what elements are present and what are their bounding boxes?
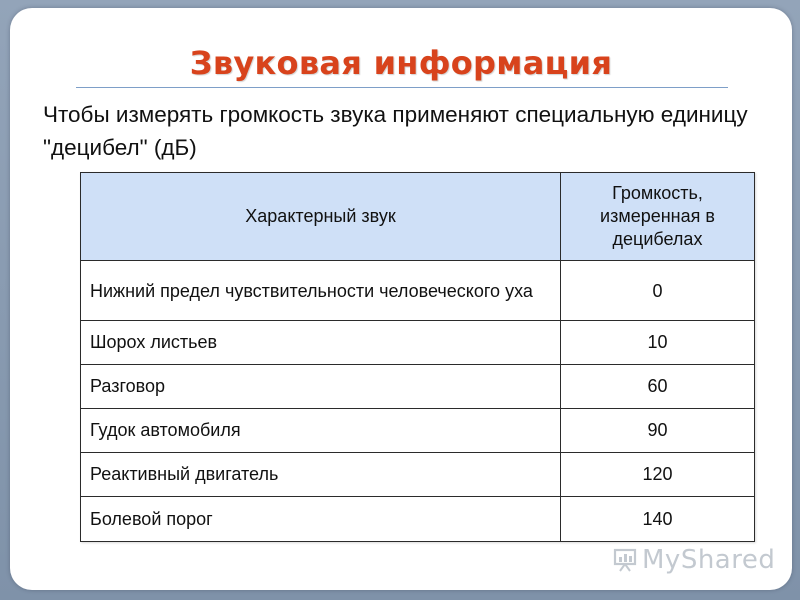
table-row [81, 497, 755, 542]
db-cell: 0 [561, 261, 755, 321]
sound-cell: Нижний предел чувствительности человеческого уха [81, 261, 561, 321]
table-row [81, 409, 755, 453]
sound-cell: Гудок автомобиля [81, 409, 561, 453]
table-row [81, 365, 755, 409]
header-loudness: Громкость, измеренная в децибелах [561, 173, 755, 261]
slide-title: Звуковая информация [189, 44, 613, 82]
db-cell: 120 [561, 453, 755, 497]
db-cell: 140 [561, 497, 755, 542]
table-row [81, 261, 755, 321]
watermark-text: MyShared [642, 545, 776, 575]
sound-cell: Шорох листьев [81, 321, 561, 365]
watermark [612, 544, 775, 576]
title-divider [76, 87, 728, 88]
loudness-table-container [80, 172, 754, 542]
db-cell: 90 [561, 409, 755, 453]
sound-cell: Реактивный двигатель [81, 453, 561, 497]
db-cell: 10 [561, 321, 755, 365]
intro-text: Чтобы измерять громкость звука применяют специальную единицу "децибел" (дБ) [43, 102, 748, 160]
db-cell: 60 [561, 365, 755, 409]
header-sound: Характерный звук [81, 173, 561, 261]
table-row [81, 321, 755, 365]
presentation-icon [612, 547, 638, 573]
table-row [81, 453, 755, 497]
loudness-table [80, 172, 755, 542]
sound-cell: Разговор [81, 365, 561, 409]
sound-cell: Болевой порог [81, 497, 561, 542]
slide [10, 8, 792, 590]
